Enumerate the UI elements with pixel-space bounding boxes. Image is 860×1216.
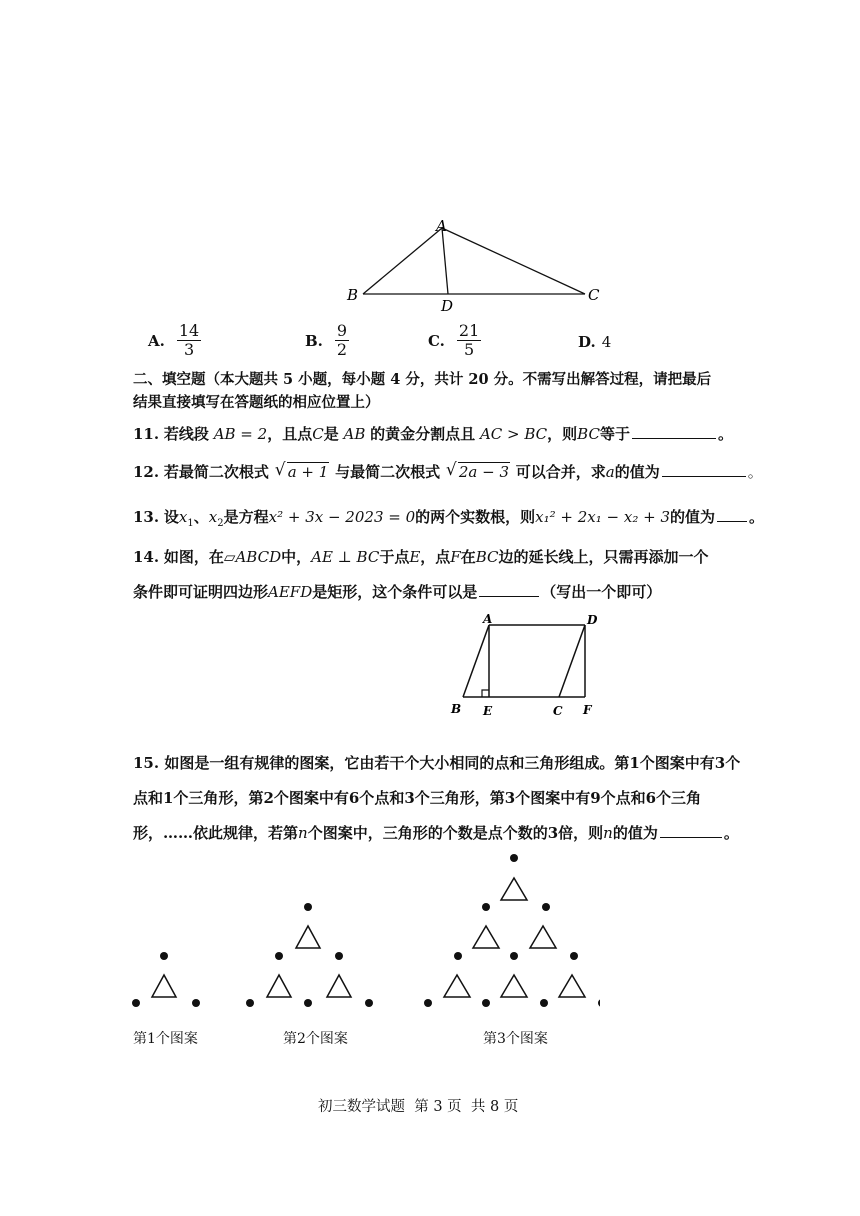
q13-math-1: x [178, 508, 188, 526]
q14-text-8: 是矩形，这个条件可以是 [312, 583, 478, 601]
q14-math-4: F [450, 548, 461, 566]
dot [275, 952, 283, 960]
parallelogram-figure [440, 608, 610, 723]
q12-radicand-2: 2a − 3 [458, 463, 509, 481]
question-15-line3 [133, 822, 739, 844]
dot [424, 999, 432, 1007]
page-footer: 初三数学试题 第 3 页 共 8 页 [318, 1099, 519, 1115]
q13-answer-blank[interactable] [717, 507, 747, 522]
q14-math-6: AEFD [268, 583, 313, 601]
caption-pattern-1: 第1个图案 [133, 1031, 198, 1047]
pattern-3 [424, 854, 600, 1007]
q15-answer-blank[interactable] [660, 823, 722, 838]
q14-text-3: 于点 [379, 548, 410, 566]
dot [482, 903, 490, 911]
dot [482, 999, 490, 1007]
choice-c-label: C. [428, 331, 445, 350]
triangle-icon [152, 975, 176, 997]
q12-radical-2: √ 2a − 3 [445, 460, 509, 481]
q12-text-3: 可以合并，求 [515, 463, 606, 481]
choice-a-num: 14 [178, 321, 200, 340]
triangle-icon [501, 975, 527, 997]
choice-c[interactable] [428, 322, 481, 359]
q13-text-5: 的值为 [670, 508, 716, 526]
dot [132, 999, 140, 1007]
q11-answer-blank[interactable] [632, 424, 716, 439]
q13-text-2: 、 [193, 508, 209, 526]
q15-math-2: n [603, 824, 613, 842]
q12-end: 。 [747, 463, 763, 481]
q11-math-3: AB [343, 425, 366, 443]
q11-text-2: ，且点 [267, 425, 313, 443]
q13-text-4: 的两个实数根，则 [415, 508, 536, 526]
question-14-line1 [133, 546, 709, 568]
q11-math-2: C [312, 425, 324, 443]
q15-number: 15. [133, 754, 160, 772]
label-A: A [436, 217, 447, 235]
q12-math-1: a [605, 463, 615, 481]
dot [335, 952, 343, 960]
q11-text-5: ，则 [547, 425, 578, 443]
q11-math-1: AB = 2 [213, 425, 268, 443]
triangle-icon [501, 878, 527, 900]
q11-number: 11. [133, 425, 160, 443]
choice-d[interactable] [578, 333, 611, 351]
dot [304, 903, 312, 911]
q12-number: 12. [133, 463, 160, 481]
q12-text-4: 的值为 [614, 463, 660, 481]
pattern-2 [246, 903, 373, 1007]
dot [540, 999, 548, 1007]
q12-text-2: 与最简二次根式 [335, 463, 441, 481]
triangle-figure [330, 215, 620, 315]
question-15-line2: 点和1个三角形，第2个图案中有6个点和3个三角形，第3个图案中有9个点和6个三角 [133, 789, 702, 807]
caption-pattern-3: 第3个图案 [483, 1031, 548, 1047]
q14-text-5: 在 [460, 548, 476, 566]
choice-a-label: A. [148, 331, 165, 350]
q15-text-3b: 个图案中，三角形的个数是点个数的3倍，则 [307, 824, 604, 842]
choice-c-den: 5 [463, 340, 475, 359]
label-C: C [588, 286, 600, 304]
choice-a-den: 3 [183, 340, 195, 359]
question-12 [133, 461, 763, 483]
q15-text-3a: 形，……依此规律，若第 [133, 824, 299, 842]
q13-text-3: 是方程 [223, 508, 269, 526]
q11-math-4: AC > BC [479, 425, 548, 443]
q14-text-2: 中， [281, 548, 312, 566]
choice-b-den: 2 [336, 340, 348, 359]
dot [542, 903, 550, 911]
fig-label-B: B [451, 702, 462, 716]
pattern-1 [132, 952, 200, 1007]
q11-text-4: 的黄金分割点且 [370, 425, 476, 443]
pattern-figures [120, 845, 600, 1015]
section-header-line2: 结果直接填写在答题纸的相应位置上） [133, 394, 380, 411]
question-14-line2 [133, 581, 661, 603]
q11-math-5: BC [577, 425, 600, 443]
q13-sub-2: 2 [217, 518, 224, 529]
q11-text-3: 是 [323, 425, 339, 443]
choice-a[interactable] [148, 322, 201, 359]
triangle-icon [296, 926, 320, 948]
section-header-line1: 二、填空题（本大题共 5 小题，每小题 4 分，共计 20 分。不需写出解答过程，请把最后 [133, 371, 712, 388]
q13-math-2: x [208, 508, 218, 526]
q14-math-2: AE ⊥ BC [311, 548, 380, 566]
q11-text-1: 若线段 [163, 425, 209, 443]
choice-b-label: B. [305, 331, 323, 350]
question-13 [133, 506, 764, 535]
q14-text-1: 如图，在 [163, 548, 224, 566]
dot [510, 952, 518, 960]
q15-end: 。 [723, 824, 739, 842]
dot [192, 999, 200, 1007]
dot [510, 854, 518, 862]
q14-math-1: ABCD [235, 548, 282, 566]
q14-text-4: ，点 [420, 548, 451, 566]
q12-radical-1: √ a + 1 [274, 460, 329, 481]
q13-end: 。 [749, 508, 765, 526]
triangle-icon [473, 926, 499, 948]
choice-b-fraction [335, 322, 349, 359]
q15-math-1: n [298, 824, 308, 842]
choice-c-fraction [457, 322, 481, 359]
q12-text-1: 若最简二次根式 [163, 463, 269, 481]
choice-d-label: D. [578, 333, 596, 351]
fig-label-C: C [553, 704, 563, 718]
dot [570, 952, 578, 960]
question-11 [133, 423, 733, 445]
label-D: D [441, 297, 454, 315]
q14-math-3: E [409, 548, 421, 566]
q12-radicand-1: a + 1 [287, 463, 329, 481]
triangle-icon [267, 975, 291, 997]
fig-label-D: D [587, 613, 598, 627]
q14-math-5: BC [475, 548, 499, 566]
q14-number: 14. [133, 548, 160, 566]
q12-answer-blank[interactable] [662, 462, 746, 477]
q13-sub-1: 1 [187, 518, 194, 529]
fig-label-E: E [483, 704, 493, 718]
choice-d-value: 4 [601, 333, 612, 351]
q14-text-6: 边的延长线上，只需再添加一个 [498, 548, 709, 566]
triangle-icon [444, 975, 470, 997]
label-B: B [347, 286, 359, 304]
q15-text-1: 如图是一组有规律的图案，它由若干个大小相同的点和三角形组成。第1个图案中有3个 [164, 754, 741, 772]
question-15-line1 [133, 752, 740, 774]
parallelogram-icon: ▱ [223, 548, 236, 566]
q13-expression: x₁² + 2x₁ − x₂ + 3 [535, 508, 670, 526]
dot [304, 999, 312, 1007]
dot [160, 952, 168, 960]
q14-text-9: （写出一个即可） [541, 583, 662, 601]
caption-pattern-2: 第2个图案 [283, 1031, 348, 1047]
q14-answer-blank[interactable] [479, 582, 539, 597]
q13-number: 13. [133, 508, 160, 526]
dot [598, 999, 600, 1007]
choice-b-num: 9 [336, 321, 348, 340]
choice-a-fraction [177, 322, 201, 359]
q15-text-3c: 的值为 [612, 824, 658, 842]
dot [454, 952, 462, 960]
choice-c-num: 21 [458, 321, 480, 340]
fig-label-F: F [583, 703, 592, 717]
q11-text-6: 等于 [599, 425, 630, 443]
fig-label-A: A [483, 612, 493, 626]
triangle-icon [327, 975, 351, 997]
dot [365, 999, 373, 1007]
q11-end: 。 [717, 425, 733, 443]
q13-text-1: 设 [163, 508, 179, 526]
choice-b[interactable] [305, 322, 349, 359]
triangle-icon [559, 975, 585, 997]
dot [246, 999, 254, 1007]
triangle-icon [530, 926, 556, 948]
q13-equation: x² + 3x − 2023 = 0 [268, 508, 416, 526]
q14-text-7: 条件即可证明四边形 [133, 583, 269, 601]
